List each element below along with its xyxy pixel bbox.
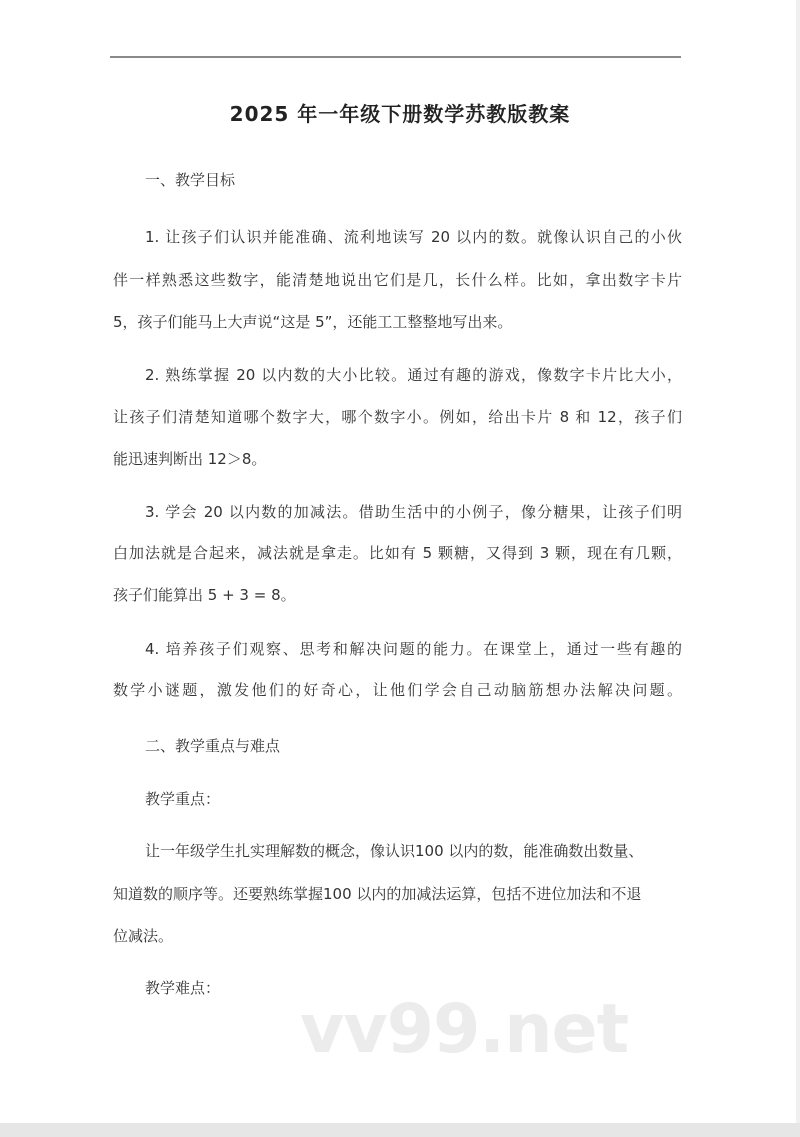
section-heading: 一、教学目标 — [145, 171, 236, 189]
subheading-key-points: 教学重点： — [145, 790, 221, 808]
paragraph-line: 4. 培养孩子们观察、思考和解决问题的能力。在课堂上，通过一些有趣的 — [145, 640, 682, 658]
header-rule — [110, 56, 681, 58]
paragraph-line: 伴一样熟悉这些数字，能清楚地说出它们是几，长什么样。比如，拿出数字卡片 — [113, 271, 682, 289]
paragraph-line: 5，孩子们能马上大声说“这是 5”，还能工工整整地写出来。 — [113, 313, 513, 331]
subheading-difficulties: 教学难点： — [145, 979, 221, 997]
paragraph-line: 位减法。 — [113, 927, 174, 945]
paragraph-line: 1. 让孩子们认识并能准确、流利地读写 20 以内的数。就像认识自己的小伙 — [145, 228, 682, 246]
paragraph-line: 数学小谜题，激发他们的好奇心，让他们学会自己动脑筋想办法解决问题。 — [113, 681, 682, 699]
paragraph-line: 2. 熟练掌握 20 以内数的大小比较。通过有趣的游戏，像数字卡片比大小， — [145, 366, 682, 384]
page-bottom-edge — [0, 1123, 800, 1137]
paragraph-line: 让一年级学生扎实理解数的概念，像认识100 以内的数，能准确数出数量、 — [145, 842, 644, 860]
section-heading: 二、教学重点与难点 — [145, 737, 281, 755]
paragraph-line: 3. 学会 20 以内数的加减法。借助生活中的小例子，像分糖果，让孩子们明 — [145, 503, 682, 521]
paragraph-line: 孩子们能算出 5 + 3 = 8。 — [113, 586, 296, 604]
page-edge — [796, 0, 800, 1137]
paragraph-line: 白加法就是合起来，减法就是拿走。比如有 5 颗糖，又得到 3 颗，现在有几颗， — [113, 544, 682, 562]
document-title: 2025 年一年级下册数学苏教版教案 — [229, 102, 571, 126]
watermark: vv99.net — [300, 990, 629, 1069]
paragraph-line: 能迅速判断出 12＞8。 — [113, 450, 267, 468]
paragraph-line: 知道数的顺序等。还要熟练掌握100 以内的加减法运算，包括不进位加法和不退 — [113, 885, 642, 903]
paragraph-line: 让孩子们清楚知道哪个数字大，哪个数字小。例如，给出卡片 8 和 12，孩子们 — [113, 408, 682, 426]
